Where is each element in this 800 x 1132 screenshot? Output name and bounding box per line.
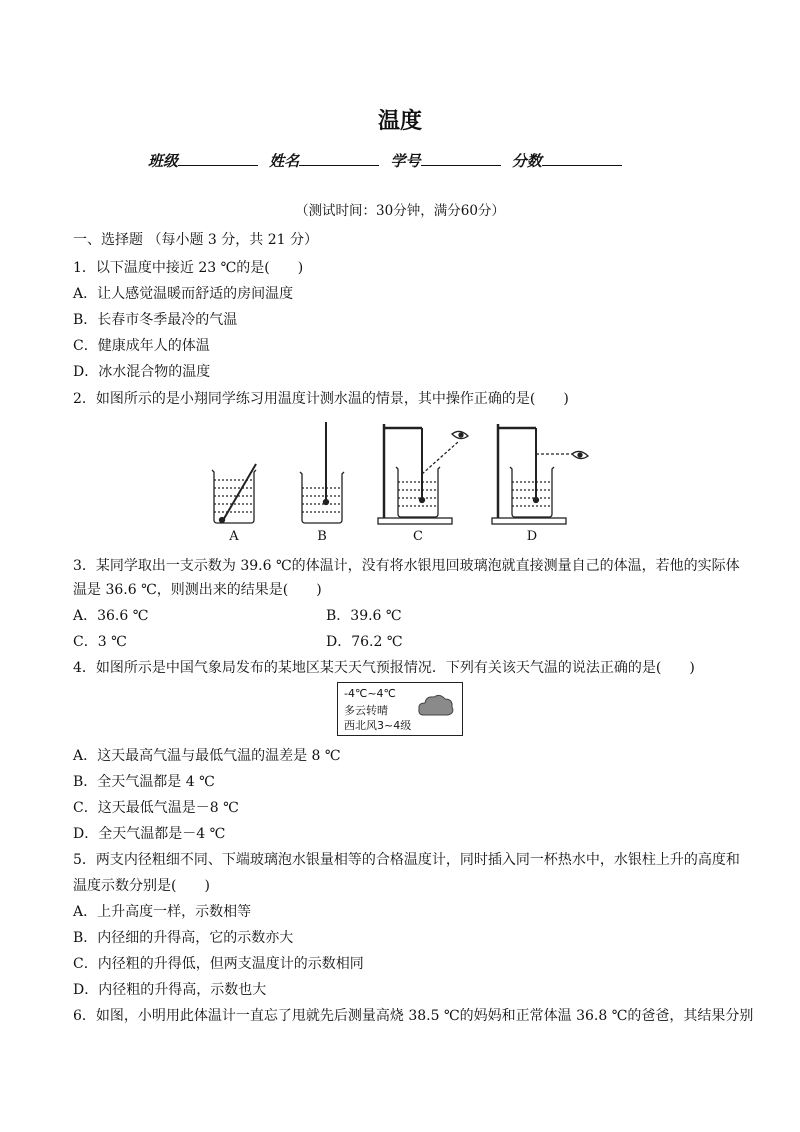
- weather-wind: 西北风3~4级: [344, 719, 412, 732]
- name-blank: [299, 151, 379, 166]
- q5-option-c: C．内径粗的升得低，但两支温度计的示数相同: [73, 956, 364, 972]
- q5-stem-line2: 温度示数分别是( ): [73, 878, 210, 894]
- q5-stem-line1: 5．两支内径粗细不同、下端玻璃泡水银量相等的合格温度计，同时插入同一杯热水中，水银柱上升的高度和: [73, 852, 740, 868]
- student-info-row: [148, 150, 628, 171]
- cloud-icon: [416, 691, 456, 721]
- class-blank: [178, 151, 258, 166]
- stand-d: [492, 424, 588, 524]
- q2-stem: 2．如图所示的是小翔同学练习用温度计测水温的情景，其中操作正确的是( ): [73, 391, 569, 407]
- q1-option-c: C．健康成年人的体温: [73, 338, 210, 354]
- weather-condition: 多云转晴: [344, 704, 388, 717]
- q3-option-c: C．3 ℃: [73, 634, 127, 650]
- q3-option-d: D．76.2 ℃: [326, 634, 403, 650]
- fig-label-a: A: [229, 529, 239, 544]
- q1-stem: 1．以下温度中接近 23 ℃的是( ): [73, 260, 304, 276]
- fig-label-d: D: [526, 529, 538, 544]
- q1-option-d: D．冰水混合物的温度: [73, 364, 211, 380]
- section-heading: 一、选择题 （每小题 3 分，共 21 分）: [73, 232, 318, 248]
- q3-stem-line1: 3．某同学取出一支示数为 39.6 ℃的体温计，没有将水银甩回玻璃泡就直接测量自己的体温，若他的实际体: [73, 558, 740, 574]
- score-blank: [542, 151, 622, 166]
- score-label: 分数: [511, 152, 542, 170]
- q5-option-a: A．上升高度一样，示数相等: [73, 904, 252, 920]
- q1-option-b: B．长春市冬季最冷的气温: [73, 312, 238, 328]
- id-blank: [421, 151, 501, 166]
- weather-forecast-box: [337, 682, 463, 736]
- q1-option-a: A．让人感觉温暖而舒适的房间温度: [73, 286, 294, 302]
- name-label: 姓名: [269, 152, 300, 170]
- q6-stem-line1: 6．如图，小明用此体温计一直忘了甩就先后测量高烧 38.5 ℃的妈妈和正常体温 36.8 ℃的爸爸，其结果分别: [73, 1008, 754, 1024]
- q3-option-b: B．39.6 ℃: [326, 608, 402, 624]
- q2-thermometer-figure: [200, 412, 620, 547]
- q4-option-b: B．全天气温都是 4 ℃: [73, 774, 215, 790]
- q4-option-d: D．全天气温都是－4 ℃: [73, 826, 226, 842]
- class-label: 班级: [148, 152, 179, 170]
- id-label: 学号: [390, 152, 421, 170]
- fig-label-c: C: [413, 529, 423, 544]
- beaker-b: [300, 422, 344, 523]
- q5-option-b: B．内径细的升得高，它的示数亦大: [73, 930, 294, 946]
- page-title: 温度: [377, 108, 422, 134]
- q3-stem-line2: 温是 36.6 ℃，则测出来的结果是( ): [73, 582, 322, 598]
- stand-c: [378, 424, 468, 524]
- q3-option-a: A．36.6 ℃: [73, 608, 149, 624]
- beaker-a: [212, 464, 256, 523]
- q5-option-d: D．内径粗的升得高，示数也大: [73, 982, 267, 998]
- q4-option-c: C．这天最低气温是－8 ℃: [73, 800, 239, 816]
- fig-label-b: B: [317, 529, 327, 544]
- q4-stem: 4．如图所示是中国气象局发布的某地区某天天气预报情况．下列有关该天气温的说法正确的是( ): [73, 660, 695, 676]
- test-time-note: （测试时间：30分钟，满分60分）: [295, 203, 505, 219]
- q4-option-a: A．这天最高气温与最低气温的温差是 8 ℃: [73, 748, 341, 764]
- weather-temp-range: -4℃~4℃: [344, 687, 396, 700]
